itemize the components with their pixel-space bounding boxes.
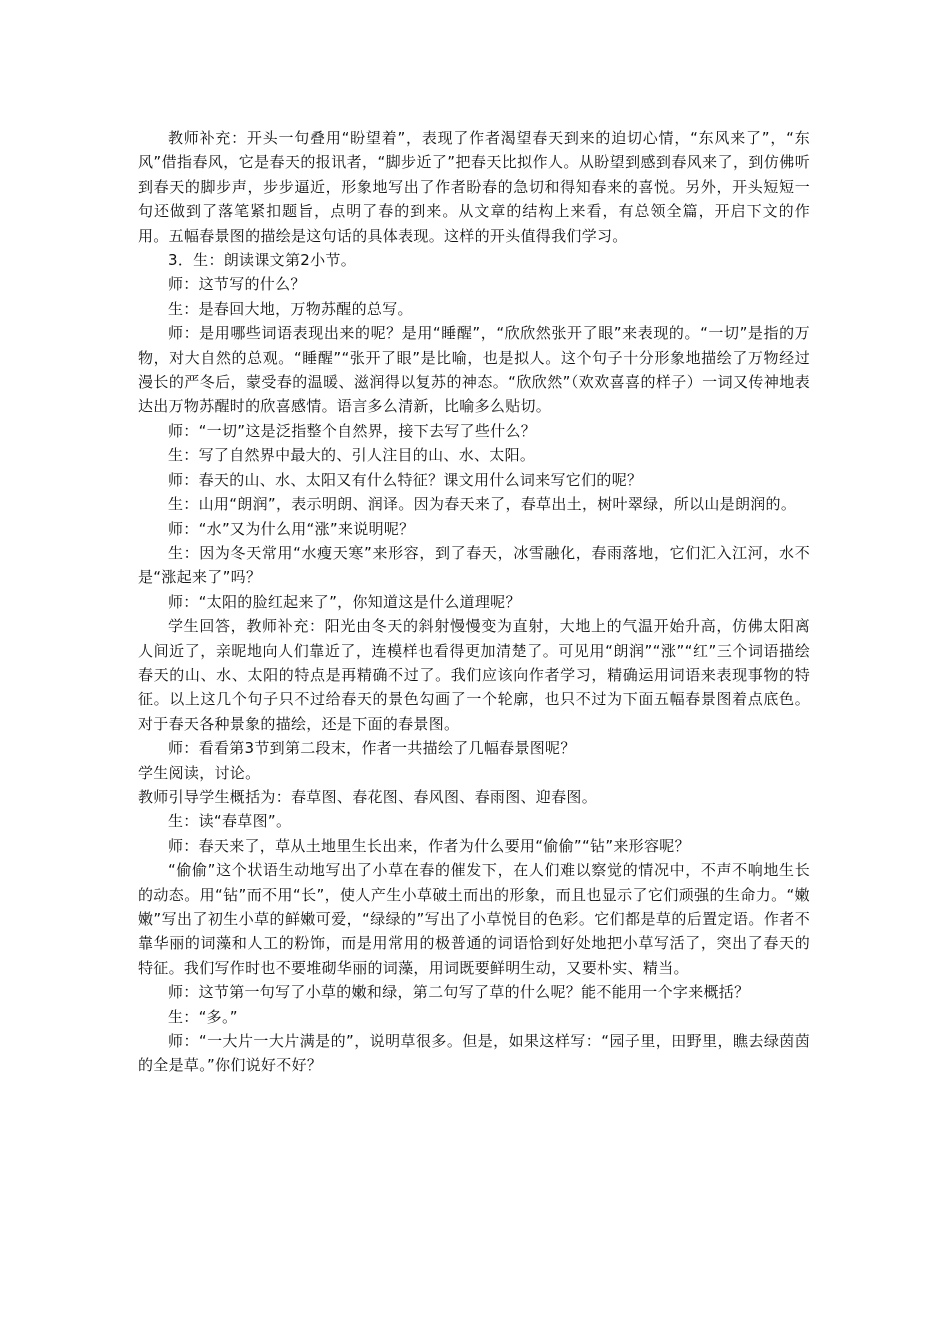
paragraph-student-answer: 生：山用“朗润”，表示明朗、润译。因为春天来了，春草出土，树叶翠绿，所以山是朗润的。: [168, 495, 797, 514]
paragraph-teacher-question: 师：春天来了，草从土地里生长出来，作者为什么要用“偷偷”“钻”来形容呢？: [168, 836, 690, 855]
paragraph-teacher-question: 师：春天的山、水、太阳又有什么特征？课文用什么词来写它们的呢？: [168, 470, 643, 489]
paragraph-student-answer: 生：写了自然界中最大的、引人注目的山、水、太阳。: [168, 446, 536, 465]
paragraph-teacher-explanation: 师：是用哪些词语表现出来的呢？是用“睡醒”，“欣欣然张开了眼”来表现的。“一切”是指的万物，对大自然的总观。“睡醒”“张开了眼”是比喻，也是拟人。这个句子十分形象地描绘了万物经过漫长的严冬后，蒙受春的温暖、滋润得以复苏的神态。“欣欣然”（欢欢喜喜的样子）一词又传神地表达出万物苏醒时的欣喜感情。语言多么清新，比喻多么贴切。: [138, 324, 810, 416]
paragraph-teacher-question: 师：“一大片一大片满是的”，说明草很多。但是，如果这样写：“园子里，田野里，瞧去绿茵茵的全是草。”你们说好不好？: [138, 1032, 810, 1075]
paragraph-analysis: “偷偷”这个状语生动地写出了小草在春的催发下，在人们难以察觉的情况中，不声不响地生长的动态。用“钻”而不用“长”，使人产生小草破土而出的形象，而且也显示了它们顽强的生命力。“嫩嫩”写出了初生小草的鲜嫩可爱，“绿绿的”写出了小草悦目的色彩。它们都是草的后置定语。作者不靠华丽的词藻和人工的粉饰，而是用常用的极普通的词语恰到好处地把小草写活了，突出了春天的特征。我们写作时也不要堆砌华丽的词藻，用词既要鲜明生动，又要朴实、精当。: [138, 861, 810, 977]
paragraph-teacher-question: 师：这节写的什么？: [168, 275, 306, 294]
paragraph-teacher-question: 师：看看第3节到第二段末，作者一共描绘了几幅春景图呢？: [168, 739, 576, 758]
paragraph-teacher-supplement-opening: 教师补充：开头一句叠用“盼望着”，表现了作者渴望春天到来的迫切心情，“东风来了”，“东风”借指春风，它是春天的报讯者，“脚步近了”把春天比拟作人。从盼望到感到春风来了，到仿佛听到春天的脚步声，步步逼近，形象地写出了作者盼春的急切和得知春来的喜悦。另外，开头短短一句还做到了落笔紧扣题旨，点明了春的到来。从文章的结构上来看，有总领全篇，开启下文的作用。五幅春景图的描绘是这句话的具体表现。这样的开头值得我们学习。: [138, 129, 810, 245]
paragraph-student-read: 生：读“春草图”。: [168, 812, 292, 831]
paragraph-teacher-question: 师：这节第一句写了小草的嫩和绿，第二句写了草的什么呢？能不能用一个字来概括？: [168, 983, 750, 1002]
paragraph-student-answer: 生：是春回大地，万物苏醒的总写。: [168, 299, 413, 318]
paragraph-teacher-question: 师：“一切”这是泛指整个自然界，接下去写了些什么？: [168, 421, 537, 440]
paragraph-teacher-summary: 教师引导学生概括为：春草图、春花图、春风图、春雨图、迎春图。: [138, 787, 598, 806]
paragraph-student-answer: 生：因为冬天常用“水瘦天寒”来形容，到了春天，冰雪融化，春雨落地，它们汇入江河，水不是“涨起来了”吗？: [138, 543, 810, 587]
paragraph-student-discussion: 学生阅读，讨论。: [138, 763, 261, 782]
paragraph-read-section-2: 3．生：朗读课文第2小节。: [168, 251, 356, 270]
paragraph-teacher-question: 师：“水”又为什么用“涨”来说明呢？: [168, 519, 415, 538]
paragraph-teacher-supplement: 学生回答，教师补充：阳光由冬天的斜射慢慢变为直射，大地上的气温开始升高，仿佛太阳离人间近了，亲昵地向人们靠近了，连模样也看得更加清楚了。可见用“朗润”“涨”“红”三个词语描绘春天的山、水、太阳的特点是再精确不过了。我们应该向作者学习，精确运用词语来表现事物的特征。以上这几个句子只不过给春天的景色勾画了一个轮廓，也只不过为下面五幅春景图着点底色。对于春天各种景象的描绘，还是下面的春景图。: [138, 617, 810, 733]
paragraph-student-answer: 生：“多。”: [168, 1007, 238, 1026]
paragraph-teacher-question: 师：“太阳的脸红起来了”，你知道这是什么道理呢？: [168, 592, 521, 611]
document-page: [138, 126, 810, 1078]
